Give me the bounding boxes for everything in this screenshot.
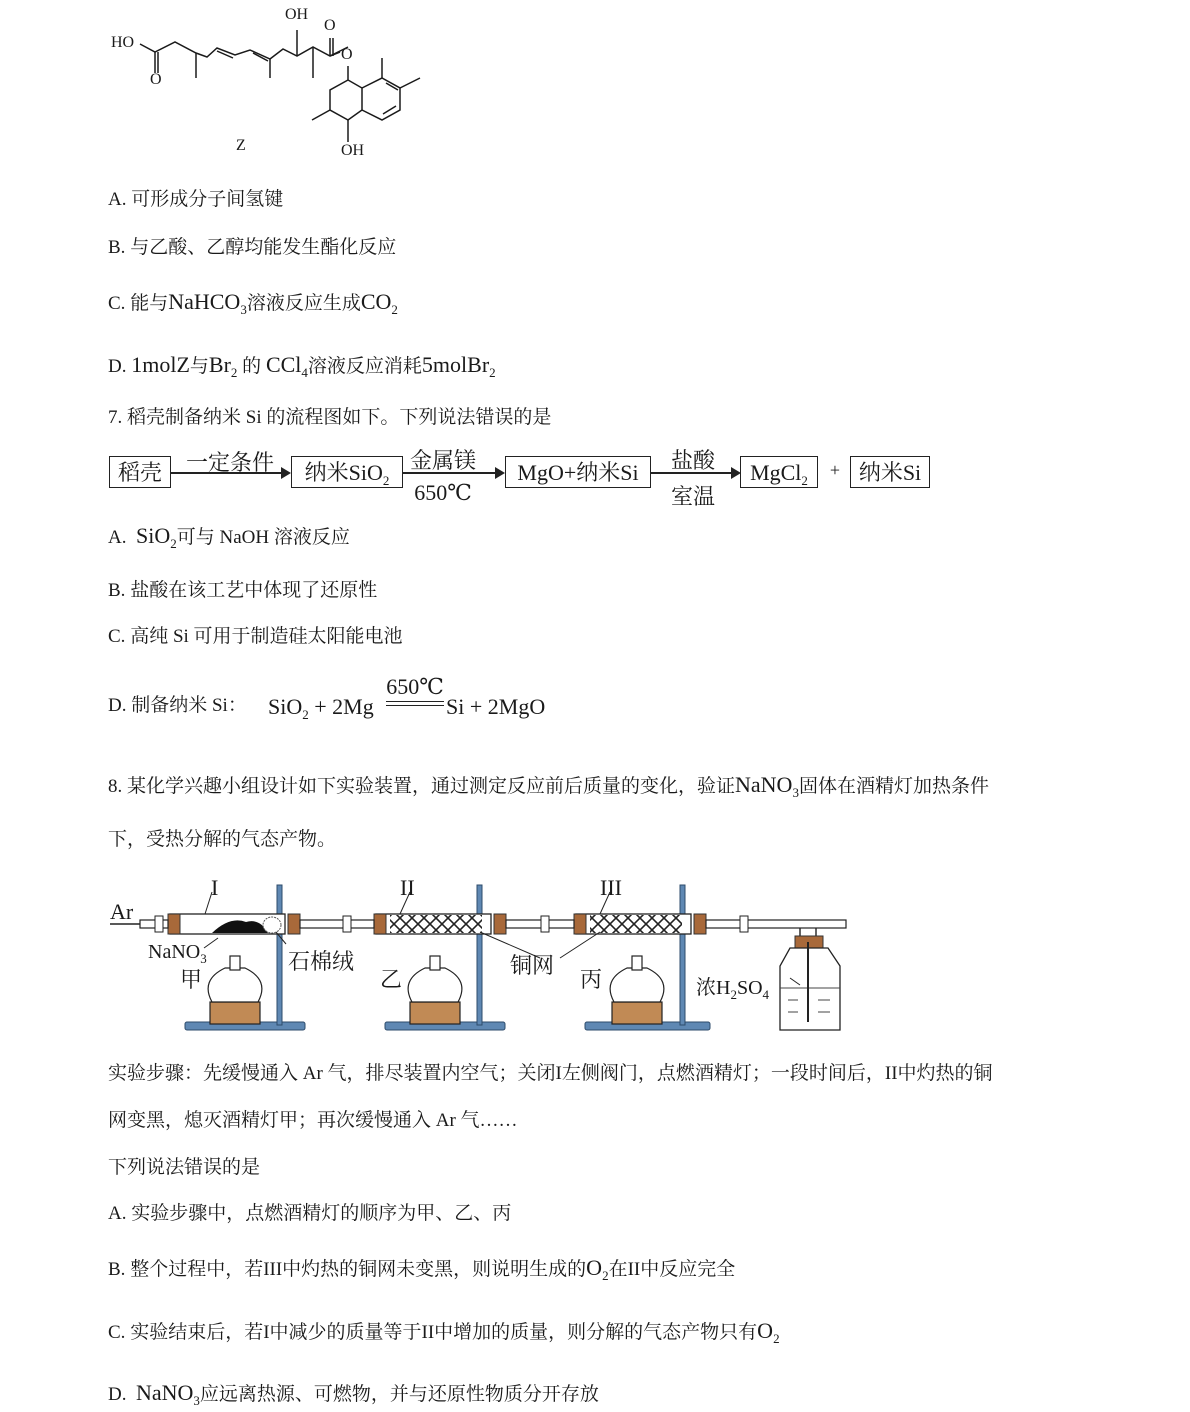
lamp-yi-label: 乙 (380, 967, 403, 992)
option-text: 整个过程中，若III中灼热的铜网未变黑，则说明生成的 (130, 1259, 587, 1280)
reaction-condition: 650℃ (386, 674, 444, 699)
oh-bottom-label: OH (341, 142, 365, 159)
option-letter: B. (108, 1259, 126, 1280)
tube-ii-label: II (400, 875, 415, 900)
q7-option-b (108, 579, 377, 603)
q6-option-c (108, 290, 398, 316)
flow-condition: 室温 (670, 484, 715, 509)
option-letter: D. (108, 1384, 127, 1405)
formula: Br (208, 352, 231, 377)
q8-option-c (108, 1319, 780, 1345)
formula: 5molBr (421, 352, 490, 377)
o-carbonyl-label: O (150, 71, 162, 88)
formula: O (757, 1318, 774, 1343)
option-letter: A. (108, 189, 127, 210)
subscript: 2 (230, 365, 238, 380)
option-text: 能与 (130, 293, 169, 314)
subscript: 2 (170, 536, 177, 551)
flow-condition: 650℃ (414, 480, 472, 505)
q6-option-a (108, 188, 283, 212)
q7-stem: 7. 稻壳制备纳米 Si 的流程图如下。下列说法错误的是 (108, 407, 552, 428)
option-letter: A. (108, 1203, 127, 1224)
option-letter: C. (108, 1322, 126, 1343)
option-letter: B. (108, 237, 126, 258)
subscript: 2 (489, 365, 496, 380)
option-text: 与 (189, 356, 209, 377)
oh-top-label: OH (285, 6, 309, 23)
lamp-bing-label: 丙 (580, 967, 603, 992)
subscript: 2 (382, 473, 390, 488)
formula: NaHCO (168, 289, 241, 314)
option-text: 应远离热源、可燃物，并与还原性物质分开存放 (199, 1384, 599, 1405)
formula: SiO (135, 523, 171, 548)
equation-rhs: Si + 2MgO (446, 694, 546, 719)
q8-stem-line2: 下，受热分解的气态产物。 (108, 829, 337, 850)
q6-option-d (108, 353, 496, 379)
option-text: 溶液反应生成 (246, 293, 361, 314)
q8-option-b (108, 1256, 735, 1282)
subscript: 2 (302, 707, 309, 722)
structure-z-diagram (100, 0, 450, 170)
tube-i-label: I (211, 875, 219, 900)
option-text: 制备纳米 Si： (131, 695, 247, 716)
o-ester-label: O (341, 46, 353, 63)
formula: CO (360, 289, 392, 314)
formula: 1molZ (131, 352, 190, 377)
flow-box-nano-sio2 (291, 456, 403, 488)
option-letter: A. (108, 527, 127, 548)
asbestos-label: 石棉绒 (288, 949, 355, 974)
option-letter: D. (108, 356, 127, 377)
subscript: 2 (730, 987, 737, 1002)
option-text: 实验步骤中，点燃酒精灯的顺序为甲、乙、丙 (131, 1203, 512, 1224)
option-text: 可与 NaOH 溶液反应 (176, 527, 350, 548)
ho-label: HO (111, 34, 135, 51)
flow-condition: 盐酸 (670, 448, 715, 473)
subscript: 2 (391, 302, 398, 317)
q8-steps-line1: 实验步骤：先缓慢通入 Ar 气，排尽装置内空气；关闭I左侧阀门，点燃酒精灯；一段时间后，II中灼热的铜 (108, 1063, 993, 1084)
subscript: 3 (792, 785, 799, 800)
formula: NaNO (135, 1380, 194, 1405)
option-text: 实验结束后，若I中减少的质量等于II中增加的质量，则分解的气态产物只有 (130, 1322, 758, 1343)
formula: + 2Mg (308, 694, 374, 719)
flow-box-rice-husk: 稻壳 (109, 456, 171, 488)
flow-box-mgcl2 (740, 456, 818, 488)
option-text: 溶液反应消耗 (307, 356, 422, 377)
copper-mesh-label: 铜网 (510, 953, 555, 978)
flow-condition: 金属镁 (409, 448, 476, 473)
q6-option-b (108, 236, 396, 260)
conc-h2so4-label (696, 976, 769, 1000)
q8-question: 下列说法错误的是 (108, 1157, 261, 1178)
option-text: 在II中反应完全 (608, 1259, 736, 1280)
option-text: 的 (242, 356, 262, 377)
stem-text: 8. 某化学兴趣小组设计如下实验装置，通过测定反应前后质量的变化，验证 (108, 776, 736, 797)
nano3-label (148, 940, 207, 964)
formula: CCl (265, 352, 302, 377)
formula: NaNO (735, 772, 793, 797)
option-text: 高纯 Si 可用于制造硅太阳能电池 (130, 626, 403, 647)
equals-sign (386, 701, 444, 706)
tube-iii-label: III (600, 875, 622, 900)
flow-box-mgo-si: MgO+纳米Si (505, 456, 651, 488)
lamp-jia-label: 甲 (180, 967, 203, 992)
subscript: 3 (200, 951, 207, 966)
subscript: 3 (193, 1393, 200, 1408)
box-text: MgCl (750, 460, 802, 485)
option-text: 盐酸在该工艺中体现了还原性 (130, 580, 378, 601)
subscript: 2 (801, 473, 808, 488)
q7-option-d (108, 694, 247, 718)
equation-lhs (268, 694, 374, 720)
formula: 浓H (696, 977, 731, 999)
q7-option-a (108, 524, 350, 550)
formula: SiO (268, 694, 303, 719)
subscript: 2 (602, 1268, 609, 1283)
box-text: 纳米SiO (304, 460, 383, 485)
compound-name: Z (236, 137, 246, 154)
q8-apparatus-diagram (100, 870, 860, 1040)
flow-box-nano-si: 纳米Si (850, 456, 930, 488)
formula: SO (736, 977, 763, 999)
o-carbonyl-label: O (324, 17, 336, 34)
q8-stem-line1 (108, 773, 989, 799)
formula: O (586, 1255, 603, 1280)
option-letter: B. (108, 580, 126, 601)
q7-option-c (108, 625, 403, 649)
formula: NaNO (148, 941, 201, 963)
q8-option-d (108, 1381, 599, 1407)
q8-option-a (108, 1202, 511, 1226)
option-text: 可形成分子间氢键 (131, 189, 284, 210)
stem-text: 固体在酒精灯加热条件 (798, 776, 989, 797)
option-letter: C. (108, 626, 126, 647)
option-letter: C. (108, 293, 126, 314)
ar-label: Ar (110, 899, 134, 924)
flow-plus: + (829, 460, 841, 480)
flow-condition: 一定条件 (185, 450, 274, 475)
q7-flowchart (0, 440, 1190, 510)
subscript: 3 (240, 302, 247, 317)
q8-steps-line2: 网变黑，熄灭酒精灯甲；再次缓慢通入 Ar 气…… (108, 1110, 518, 1131)
subscript: 4 (762, 987, 770, 1002)
subscript: 4 (301, 365, 308, 380)
subscript: 2 (773, 1331, 780, 1346)
option-letter: D. (108, 695, 127, 716)
option-text: 与乙酸、乙醇均能发生酯化反应 (130, 237, 397, 258)
